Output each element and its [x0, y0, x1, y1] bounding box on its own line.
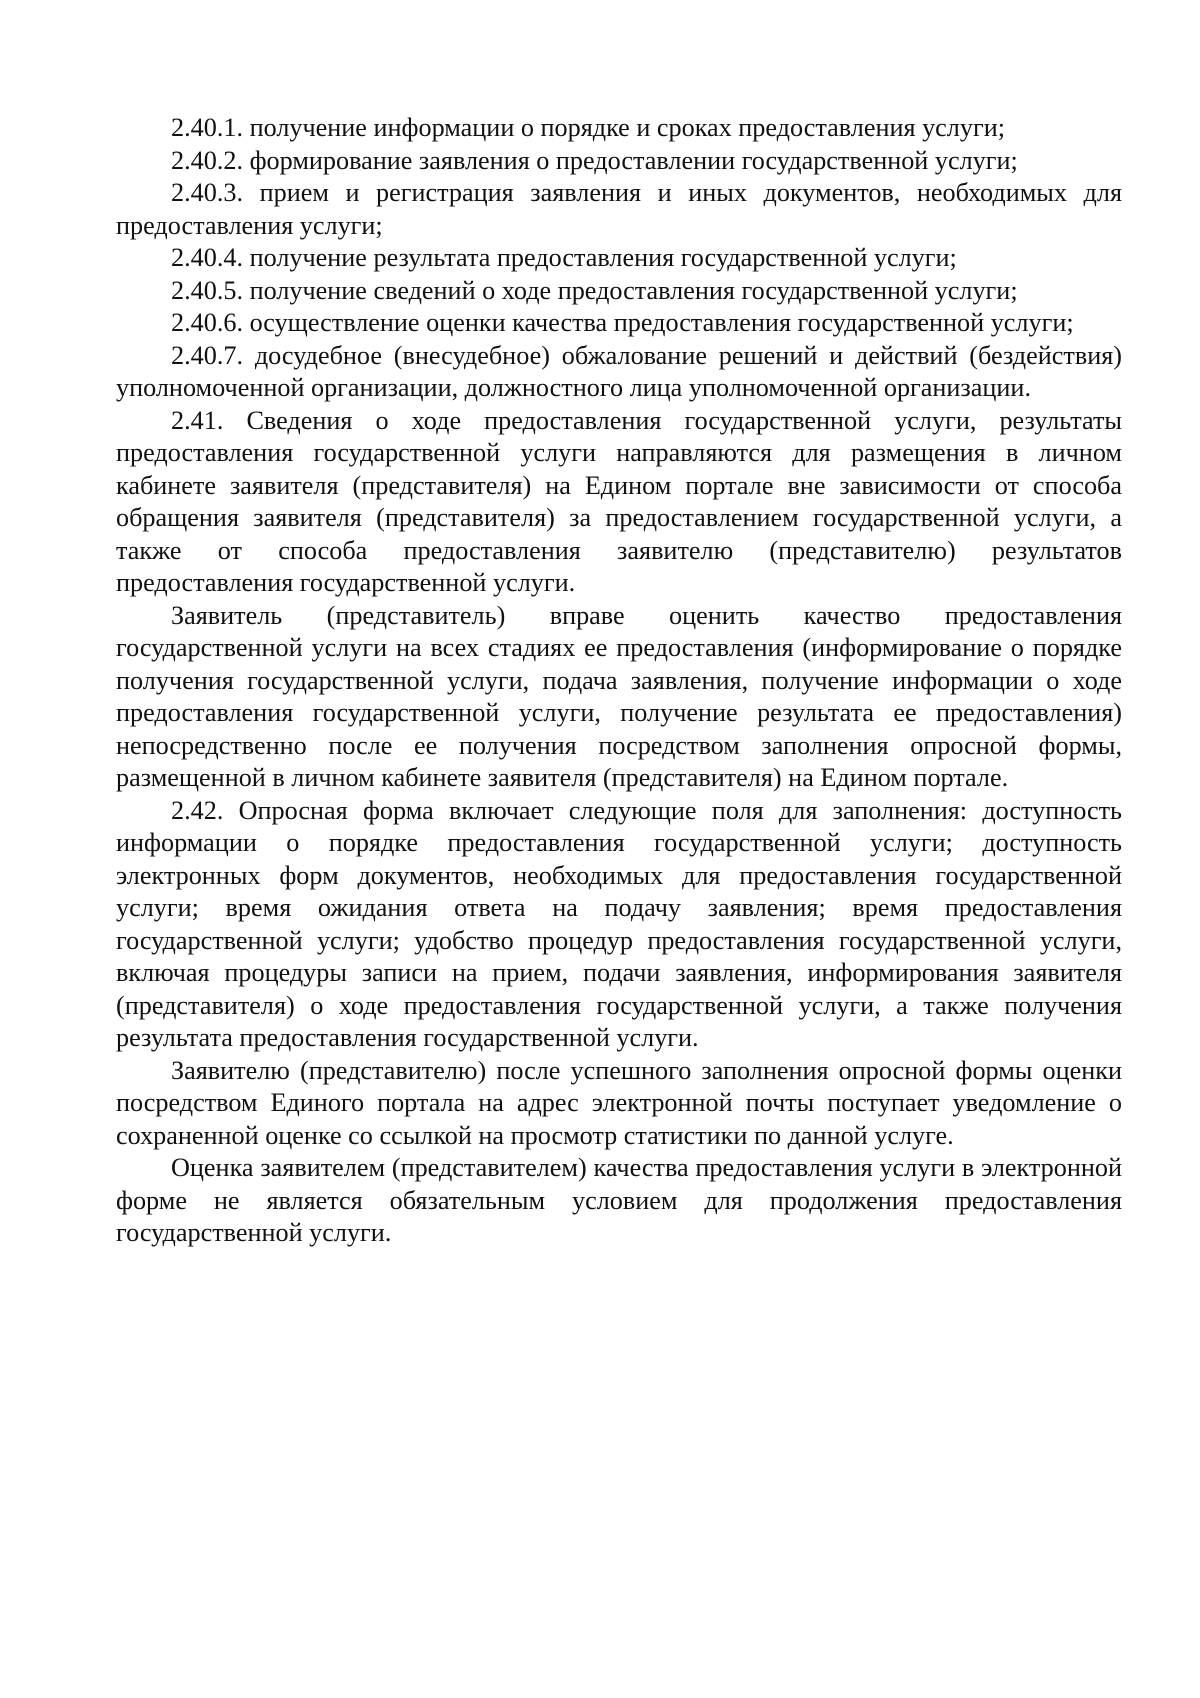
paragraph-2-40-2: 2.40.2. формирование заявления о предоставлении государственной услуги;: [171, 145, 1018, 175]
paragraph-2-40-3: 2.40.3. прием и регистрация заявления и иных документов, необходимых для предоставления услуги;: [116, 178, 1122, 240]
paragraph-2-40-7: 2.40.7. досудебное (внесудебное) обжалование решений и действий (бездействия) уполномоченной организации, должностного лица уполномоченной организации.: [116, 340, 1122, 402]
paragraph-notification: Заявителю (представителю) после успешного заполнения опросной формы оценки посредством Единого портала на адрес электронной почты поступает уведомление о сохраненной оценке со ссылкой на просмотр статистики по данной услуге.: [116, 1055, 1122, 1150]
paragraph-applicant-rating: Заявитель (представитель) вправе оценить качество предоставления государственной услуги на всех стадиях ее предоставления (информирование о порядке получения государственной услуги, подача заявления, получение информации о ходе предоставления государственной услуги, получение результата ее предоставления) непосредственно после ее получения посредством заполнения опросной формы, размещенной в личном кабинете заявителя (представителя) на Едином портале.: [116, 600, 1122, 792]
paragraph-2-40-1: 2.40.1. получение информации о порядке и сроках предоставления услуги;: [171, 113, 1005, 142]
paragraph-2-40-4: 2.40.4. получение результата предоставления государственной услуги;: [171, 243, 957, 272]
paragraph-2-42: 2.42. Опросная форма включает следующие поля для заполнения: доступность информации о порядке предоставления государственной услуги; доступность электронных форм документов, необходимых для предоставления государственной услуги; время ожидания ответа на подачу заявления; время предоставления государственной услуги; удобство процедур предоставления государственной услуги, включая процедуры записи на прием, подачи заявления, информирования заявителя (представителя) о ходе предоставления государственной услуги, а также получения результата предоставления государственной услуги.: [116, 795, 1122, 1052]
paragraph-2-41: 2.41. Сведения о ходе предоставления государственной услуги, результаты предоставления государственной услуги направляются для размещения в личном кабинете заявителя (представителя) на Едином портале вне зависимости от способа обращения заявителя (представителя) за предоставлением государственной услуги, а также от способа предоставления заявителю (представителю) результатов предоставления государственной услуги.: [116, 405, 1122, 597]
paragraph-2-40-6: 2.40.6. осуществление оценки качества предоставления государственной услуги;: [171, 308, 1074, 337]
paragraph-rating-optional: Оценка заявителем (представителем) качества предоставления услуги в электронной форме не является обязательным условием для продолжения предоставления государственной услуги.: [116, 1153, 1122, 1247]
document-page: [116, 112, 1122, 1250]
paragraph-2-40-5: 2.40.5. получение сведений о ходе предоставления государственной услуги;: [171, 275, 1018, 305]
